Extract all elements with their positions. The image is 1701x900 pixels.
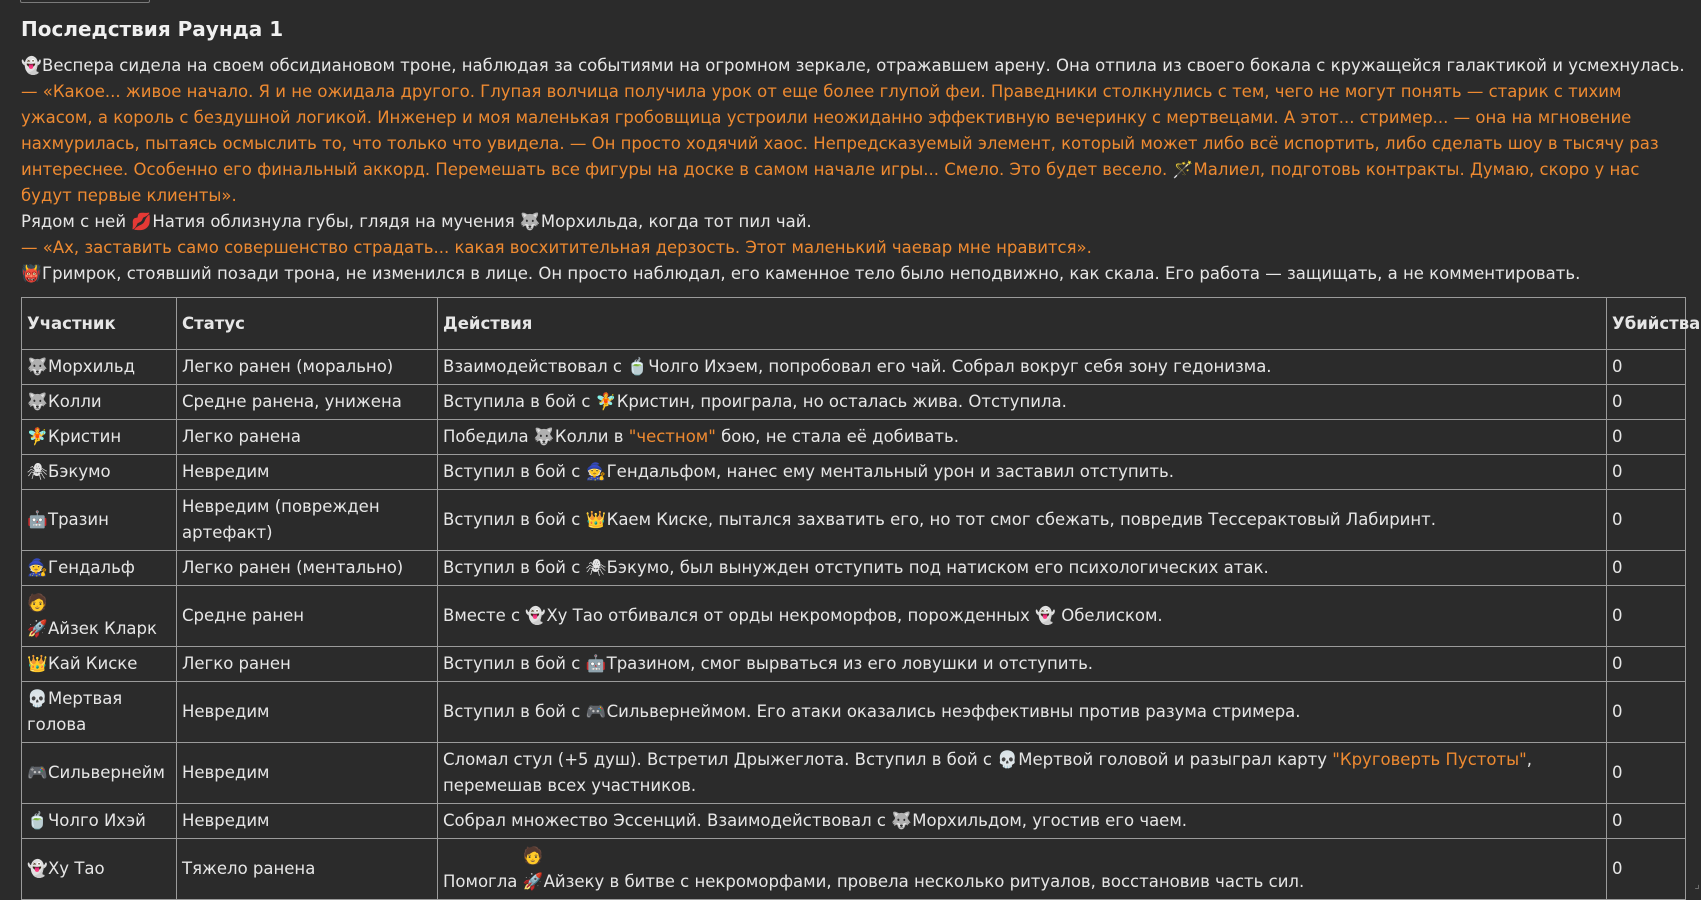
kills-cell: 0 <box>1607 385 1686 420</box>
participant-icon: 🧑🚀 <box>523 843 541 895</box>
participant-name: Сильвернейм <box>48 763 165 782</box>
wand-icon: 🪄 <box>1173 157 1191 183</box>
table-row <box>22 350 1686 385</box>
table-row <box>22 455 1686 490</box>
actions-cell: Вступил в бой с 🕷Бэкумо, был вынужден отступить под натиском его психологических атак. <box>438 551 1607 586</box>
participant-icon: 🕷 <box>27 459 45 485</box>
participant-icon: 🎮 <box>586 699 604 725</box>
intro-paragraph-3: Рядом с ней 💋Натия облизнула губы, глядя на мучения 🐺Морхильда, когда тот пил чай. <box>21 209 1686 235</box>
status-cell: Невредим <box>177 455 438 490</box>
participant-icon: 👻 <box>525 603 543 629</box>
status-cell: Невредим <box>177 804 438 839</box>
participant-name: Мертвая голова <box>27 689 122 734</box>
ogre-icon: 👹 <box>21 261 39 287</box>
participant-name: Колли <box>48 392 102 411</box>
actions-cell: Вступила в бой с 🧚Кристин, проиграла, но осталась жива. Отступила. <box>438 385 1607 420</box>
table-row <box>22 490 1686 551</box>
participant-cell <box>22 647 177 682</box>
table-header-row <box>22 298 1686 350</box>
participant-cell <box>22 586 177 647</box>
kills-cell: 0 <box>1607 455 1686 490</box>
participant-cell <box>22 682 177 743</box>
participant-icon: 👑 <box>27 651 45 677</box>
table-row <box>22 804 1686 839</box>
participant-cell <box>22 455 177 490</box>
table-row <box>22 743 1686 804</box>
participant-icon: 🧚 <box>27 424 45 450</box>
status-cell: Легко ранен <box>177 647 438 682</box>
participants-table <box>21 297 1686 900</box>
participant-icon: 🐺 <box>27 389 45 415</box>
actions-cell: Победила 🐺Колли в "честном" бою, не стала её добивать. <box>438 420 1607 455</box>
participant-name: Тразин <box>48 510 109 529</box>
participant-icon: 👻 <box>1035 603 1053 629</box>
header-status: Статус <box>177 298 438 350</box>
actions-cell: Вступил в бой с 🧙Гендальфом, нанес ему ментальный урон и заставил отступить. <box>438 455 1607 490</box>
table-row <box>22 647 1686 682</box>
natiya-quote: — «Ах, заставить само совершенство страдать... какая восхитительная дерзость. Этот маленький чаевар мне нравится». <box>21 235 1686 261</box>
vespera-quote: — «Какое... живое начало. Я и не ожидала другого. Глупая волчица получила урок от еще более глупой феи. Праведники столкнулись с тем, чего не могут понять — старик с тихим ужасом, а король с бездушной логикой. Инженер и моя маленькая гробовщица устроили неожиданно эффективную вечеринку с мертвецами. А этот... стример... — она на мгновение нахмурилась, пытаясь осмыслить то, что только что увидела. — Он просто ходячий хаос. Непредсказуемый элемент, который может либо всё испортить, либо сделать шоу в тысячу раз интереснее. Особенно его финальный аккорд. Перемешать все фигуры на доске в самом начале игры... Смело. Это будет весело. 🪄Малиел, подготовь контракты. Думаю, скоро у нас будут первые клиенты». <box>21 79 1686 209</box>
kills-cell: 0 <box>1607 804 1686 839</box>
highlighted-term: "честном" <box>629 427 716 446</box>
actions-cell: Помогла 🧑🚀Айзеку в битве с некроморфами, провела несколько ритуалов, восстановив часть сил. <box>438 839 1607 900</box>
header-participant: Участник <box>22 298 177 350</box>
table-row <box>22 682 1686 743</box>
participant-icon: 🐺 <box>27 354 45 380</box>
actions-cell: Сломал стул (+5 душ). Встретил Дрыжеглота. Вступил в бой с 💀Мертвой головой и разыграл карту "Круговерть Пустоты", перемешав всех участников. <box>438 743 1607 804</box>
status-cell: Невредим (поврежден артефакт) <box>177 490 438 551</box>
participant-cell <box>22 804 177 839</box>
participant-name: Кай Киске <box>48 654 137 673</box>
actions-cell: Вступил в бой с 🎮Сильвернеймом. Его атаки оказались неэффективны против разума стримера. <box>438 682 1607 743</box>
resize-grip-icon[interactable]: ⌟ <box>1694 877 1700 891</box>
status-cell: Легко ранена <box>177 420 438 455</box>
intro-paragraph-1: 👻Веспера сидела на своем обсидиановом троне, наблюдая за событиями на огромном зеркале, отражавшем арену. Она отпила из своего бокала с кружащейся галактикой и усмехнулась. <box>21 53 1686 79</box>
kills-cell: 0 <box>1607 551 1686 586</box>
participant-cell <box>22 490 177 551</box>
kills-cell: 0 <box>1607 420 1686 455</box>
participant-icon: 🧑🚀 <box>27 590 45 642</box>
status-cell: Легко ранен (морально) <box>177 350 438 385</box>
participant-name: Кристин <box>48 427 121 446</box>
participant-icon: 🐺 <box>891 808 909 834</box>
participant-name: Ху Тао <box>48 859 105 878</box>
status-cell: Невредим <box>177 682 438 743</box>
participant-icon: 👻 <box>27 856 45 882</box>
highlighted-term: "Круговерть Пустоты" <box>1332 750 1526 769</box>
status-cell: Средне ранен <box>177 586 438 647</box>
kills-cell: 0 <box>1607 350 1686 385</box>
participant-icon: 💀 <box>27 686 45 712</box>
participant-icon: 🍵 <box>27 808 45 834</box>
round-summary <box>21 16 1686 900</box>
participant-cell <box>22 551 177 586</box>
kills-cell: 0 <box>1607 490 1686 551</box>
participant-icon: 🧙 <box>586 459 604 485</box>
participant-cell <box>22 420 177 455</box>
status-cell: Средне ранена, унижена <box>177 385 438 420</box>
participant-icon: 👑 <box>586 507 604 533</box>
status-cell: Легко ранен (ментально) <box>177 551 438 586</box>
table-row <box>22 839 1686 900</box>
table-row <box>22 385 1686 420</box>
kills-cell: 0 <box>1607 743 1686 804</box>
participant-name: Бэкумо <box>48 462 111 481</box>
status-cell: Невредим <box>177 743 438 804</box>
header-actions: Действия <box>438 298 1607 350</box>
participant-icon: 🧙 <box>27 555 45 581</box>
participant-cell <box>22 839 177 900</box>
previous-block-border <box>20 0 150 3</box>
kills-cell: 0 <box>1607 586 1686 647</box>
participant-icon: 🤖 <box>27 507 45 533</box>
participant-name: Чолго Ихэй <box>48 811 146 830</box>
header-kills: Убийства <box>1607 298 1686 350</box>
participant-cell <box>22 350 177 385</box>
participant-name: Морхильд <box>48 357 135 376</box>
intro-paragraph-5: 👹Гримрок, стоявший позади трона, не изменился в лице. Он просто наблюдал, его каменное тело было неподвижно, как скала. Его работа — защищать, а не комментировать. <box>21 261 1686 287</box>
lips-icon: 💋 <box>131 209 149 235</box>
participant-icon: 💀 <box>997 747 1015 773</box>
participant-name: Гендальф <box>48 558 135 577</box>
participant-name: Айзек Кларк <box>48 619 157 638</box>
actions-cell: Собрал множество Эссенций. Взаимодействовал с 🐺Морхильдом, угостив его чаем. <box>438 804 1607 839</box>
actions-cell: Взаимодействовал с 🍵Чолго Ихэем, попробовал его чай. Собрал вокруг себя зону гедонизма. <box>438 350 1607 385</box>
actions-cell: Вступил в бой с 👑Каем Киске, пытался захватить его, но тот смог сбежать, повредив Тессерактовый Лабиринт. <box>438 490 1607 551</box>
page-title: Последствия Раунда 1 <box>21 16 1686 42</box>
ghost-icon: 👻 <box>21 53 39 79</box>
participant-icon: 🎮 <box>27 760 45 786</box>
actions-cell: Вместе с 👻Ху Тао отбивался от орды некроморфов, порожденных 👻 Обелиском. <box>438 586 1607 647</box>
kills-cell: 0 <box>1607 682 1686 743</box>
table-row <box>22 551 1686 586</box>
status-cell: Тяжело ранена <box>177 839 438 900</box>
participant-icon: 🧚 <box>596 389 614 415</box>
participant-icon: 🐺 <box>534 424 552 450</box>
kills-cell: 0 <box>1607 647 1686 682</box>
participant-icon: 🤖 <box>586 651 604 677</box>
participant-cell <box>22 743 177 804</box>
actions-cell: Вступил в бой с 🤖Тразином, смог вырваться из его ловушки и отступить. <box>438 647 1607 682</box>
table-row <box>22 586 1686 647</box>
wolf-icon: 🐺 <box>520 209 538 235</box>
kills-cell: 0 <box>1607 839 1686 900</box>
participant-icon: 🍵 <box>627 354 645 380</box>
participant-icon: 🕷 <box>586 555 604 581</box>
participant-cell <box>22 385 177 420</box>
table-row <box>22 420 1686 455</box>
